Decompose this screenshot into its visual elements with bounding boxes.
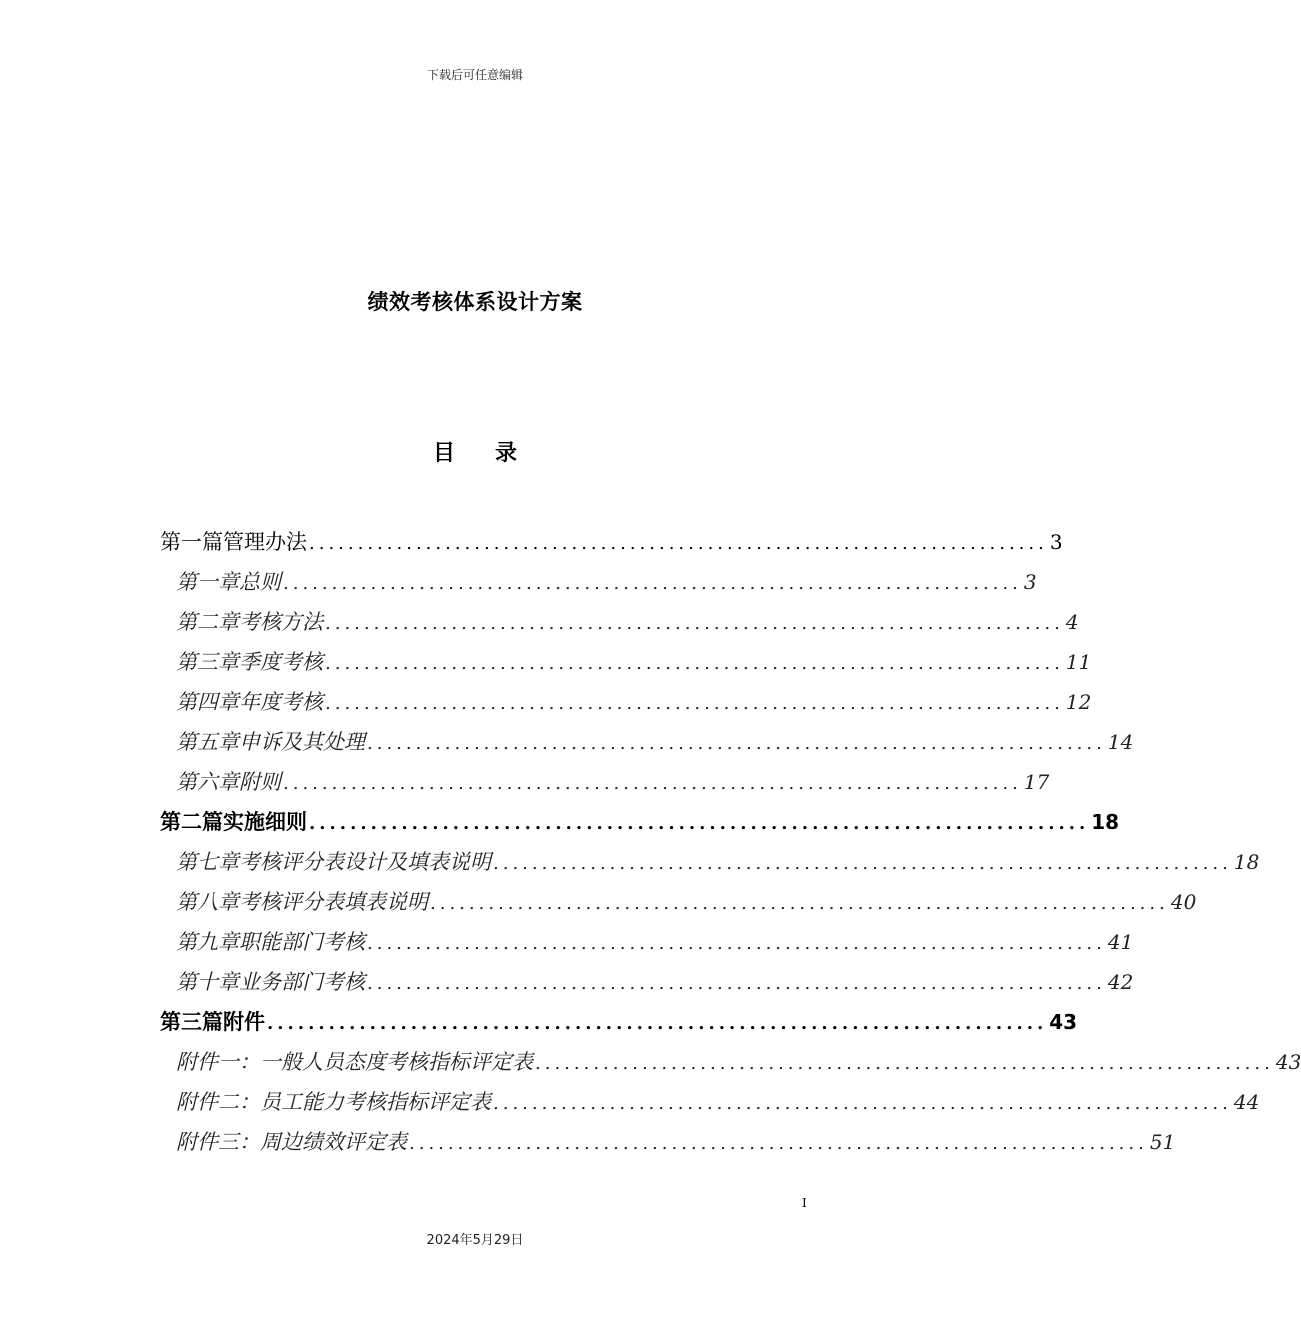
toc-entry-chapter-8[interactable] — [176, 882, 1197, 922]
toc-entry-number: 第二章 — [176, 610, 239, 634]
dot-leader: ............................................................................ — [309, 813, 1090, 834]
toc-entry-title: 申诉及其处理 — [239, 730, 365, 754]
toc-entry-page: 44 — [1233, 1090, 1260, 1114]
document-title: 绩效考核体系设计方案 — [367, 290, 583, 314]
toc-entry-page: 43 — [1275, 1050, 1301, 1074]
toc-entry-title: 季度考核 — [239, 650, 323, 674]
dot-leader: ............................................................................ — [430, 893, 1169, 914]
toc-entry-page: 3 — [1023, 570, 1037, 594]
page-header: 下载后可任意编辑 — [426, 68, 523, 82]
toc-heading-char-1: 目 — [432, 441, 455, 466]
toc-entry-chapter-3[interactable] — [176, 642, 1092, 682]
toc-entry-number: 第六章 — [176, 770, 239, 794]
toc-entry-chapter-7[interactable] — [176, 842, 1260, 882]
toc-entry-number: 第四章 — [176, 690, 239, 714]
dot-leader: ............................................................................ — [367, 973, 1106, 994]
toc-entry-page: 12 — [1065, 690, 1092, 714]
dot-leader: ............................................................................ — [493, 853, 1232, 874]
toc-entry-part-1[interactable] — [160, 522, 1063, 562]
toc-entry-page: 43 — [1049, 1010, 1078, 1034]
dot-leader: ............................................................................ — [283, 573, 1022, 594]
toc-entry-page: 41 — [1107, 930, 1134, 954]
dot-leader: ............................................................................ — [493, 1093, 1232, 1114]
toc-entry-number: 第二篇 — [160, 810, 223, 834]
toc-entry-page: 42 — [1107, 970, 1134, 994]
toc-entry-page: 40 — [1170, 890, 1197, 914]
dot-leader: ............................................................................ — [367, 933, 1106, 954]
toc-entry-chapter-9[interactable] — [176, 922, 1134, 962]
dot-leader: ............................................................................ — [267, 1013, 1048, 1034]
toc-heading — [0, 436, 950, 467]
toc-entry-chapter-10[interactable] — [176, 962, 1134, 1002]
toc-entry-number: 第十章 — [176, 970, 239, 994]
toc-entry-page: 17 — [1023, 770, 1050, 794]
toc-entry-page: 14 — [1107, 730, 1134, 754]
toc-entry-title: 考核方法 — [239, 610, 323, 634]
toc-entry-page: 18 — [1091, 810, 1120, 834]
dot-leader: ............................................................................ — [325, 693, 1064, 714]
toc-entry-title: 一般人员态度考核指标评定表 — [260, 1050, 533, 1074]
toc-entry-number: 附件二： — [176, 1090, 260, 1114]
toc-entry-title: 考核评分表设计及填表说明 — [239, 850, 491, 874]
toc-entry-page: 4 — [1065, 610, 1079, 634]
toc-entry-page: 18 — [1233, 850, 1260, 874]
dot-leader: ............................................................................ — [283, 773, 1022, 794]
toc-entry-title: 附则 — [239, 770, 281, 794]
toc-entry-title: 周边绩效评定表 — [260, 1130, 407, 1154]
toc-entry-number: 第八章 — [176, 890, 239, 914]
toc-entry-chapter-2[interactable] — [176, 602, 1079, 642]
footer-date: 2024年5月29日 — [426, 1233, 524, 1248]
toc-entry-page: 11 — [1065, 650, 1092, 674]
toc-entry-part-2[interactable] — [160, 802, 1120, 842]
toc-entry-number: 第一篇 — [160, 530, 223, 554]
toc-entry-number: 第九章 — [176, 930, 239, 954]
toc-entry-page: 51 — [1149, 1130, 1176, 1154]
toc-entry-title: 职能部门考核 — [239, 930, 365, 954]
toc-entry-title: 总则 — [239, 570, 281, 594]
toc-entry-title: 考核评分表填表说明 — [239, 890, 428, 914]
toc-entry-number: 第一章 — [176, 570, 239, 594]
toc-entry-number: 附件一： — [176, 1050, 260, 1074]
toc-entry-title: 实施细则 — [223, 810, 307, 834]
toc-entry-number: 第五章 — [176, 730, 239, 754]
toc-entry-number: 第三章 — [176, 650, 239, 674]
dot-leader: ............................................................................ — [367, 733, 1106, 754]
toc-entry-appendix-3[interactable] — [176, 1122, 1176, 1162]
toc-entry-part-3[interactable] — [160, 1002, 1078, 1042]
dot-leader: ............................................................................ — [535, 1053, 1274, 1074]
toc-entry-title: 年度考核 — [239, 690, 323, 714]
dot-leader: ............................................................................ — [325, 653, 1064, 674]
toc-entry-number: 附件三： — [176, 1130, 260, 1154]
toc-entry-title: 附件 — [223, 1010, 265, 1034]
toc-entry-page: 3 — [1049, 530, 1063, 554]
toc-entry-title: 员工能力考核指标评定表 — [260, 1090, 491, 1114]
dot-leader: ............................................................................ — [309, 533, 1048, 554]
dot-leader: ............................................................................ — [325, 613, 1064, 634]
toc-entry-chapter-5[interactable] — [176, 722, 1134, 762]
page-number: I — [802, 1196, 807, 1210]
toc-entry-title: 业务部门考核 — [239, 970, 365, 994]
toc-entry-chapter-4[interactable] — [176, 682, 1092, 722]
toc-entry-title: 管理办法 — [223, 530, 307, 554]
toc-entry-chapter-1[interactable] — [176, 562, 1037, 602]
toc-entry-chapter-6[interactable] — [176, 762, 1050, 802]
toc-entry-number: 第三篇 — [160, 1010, 223, 1034]
toc-entry-number: 第七章 — [176, 850, 239, 874]
toc-entry-appendix-1[interactable] — [176, 1042, 1301, 1082]
dot-leader: ............................................................................ — [409, 1133, 1148, 1154]
toc-entry-appendix-2[interactable] — [176, 1082, 1260, 1122]
toc-heading-char-2: 录 — [495, 441, 518, 466]
